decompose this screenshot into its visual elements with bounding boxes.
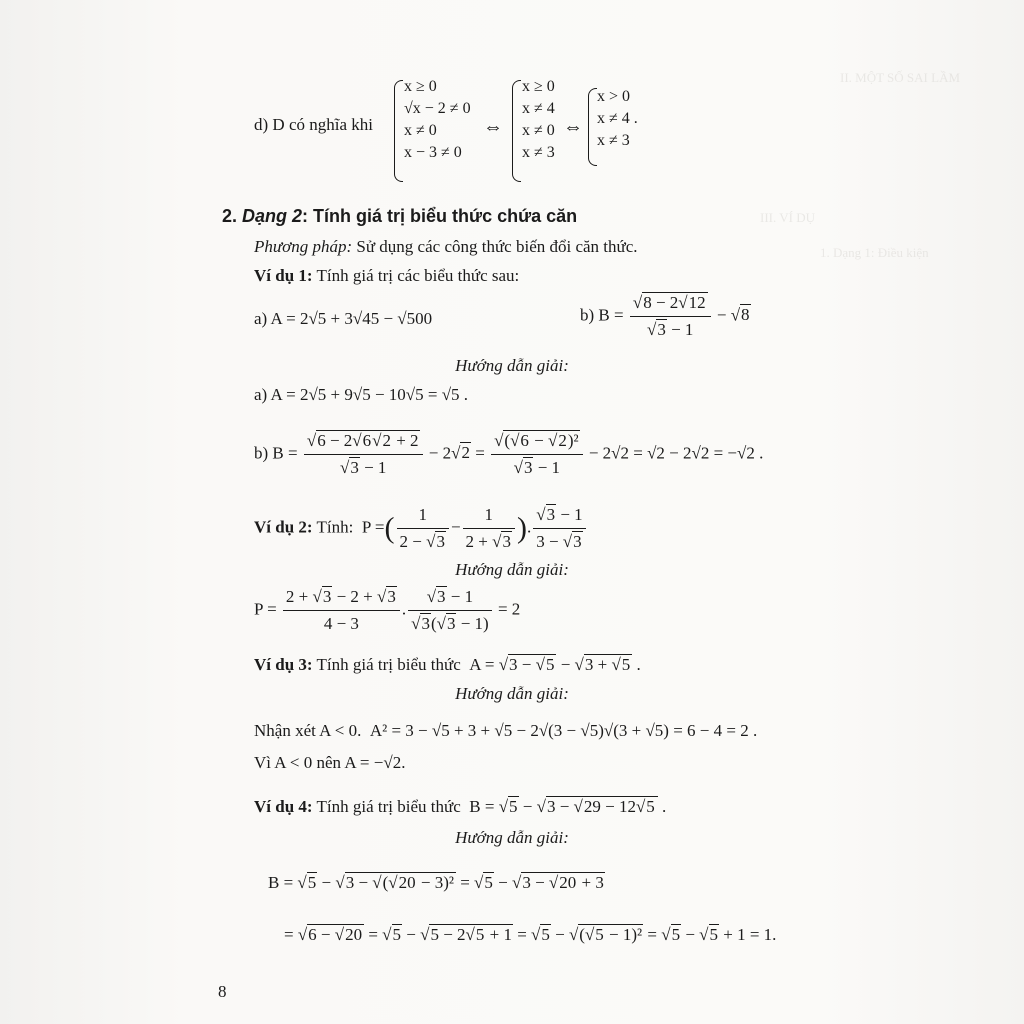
solution-1b-prefix: b) B = [254, 443, 298, 463]
example-text: Tính giá trị biểu thức [312, 655, 461, 674]
fraction: $\frac{1}{2 - √3}$ [397, 504, 449, 553]
guide-heading: Hướng dẫn giải: [455, 828, 569, 847]
method-text: Sử dụng các công thức biến đổi căn thức. [352, 237, 638, 256]
condition: x > 0 [597, 88, 631, 105]
fraction: $\frac{√8 - 2√12}{√3 - 1}$ [630, 292, 711, 341]
fraction: $\frac{√6 - 2√6√2 + 2}{√3 - 1}$ [304, 430, 423, 479]
left-brace [394, 80, 403, 182]
condition: x − 3 ≠ 0 [404, 144, 462, 161]
condition: x ≠ 4 . [597, 110, 638, 127]
example-2: Ví dụ 2: Tính: P =( $\frac{1}{2 - √3}$ − $\frac{1}{2 + √3}$ ). $\frac{√3 - 1}{3 - √3}$ [254, 504, 588, 553]
condition: x ≠ 0 [522, 122, 555, 139]
show-through-text: 1. Dạng 1: Điều kiện [820, 245, 929, 260]
solution-3-line-2: Vì A < 0 nên A = −√2. [254, 753, 406, 772]
condition-system-2 [522, 76, 555, 164]
section-heading [222, 206, 577, 227]
example-label: Ví dụ 3: [254, 655, 313, 674]
example-1b-prefix: b) B = [580, 305, 624, 325]
solution-3-line-1 [254, 720, 757, 742]
equivalence-arrow: ⇔ [483, 116, 503, 138]
show-through-text: II. MỘT SỐ SAI LẦM [840, 70, 961, 85]
solution-3-remark: Nhận xét A < 0. [254, 721, 362, 740]
method-line [254, 236, 638, 258]
section-number: 2. [222, 206, 238, 226]
fraction: $\frac{\text{√(√6 − √2)²}}{√3 - 1}$ [491, 430, 583, 479]
part-d-label: d) D có nghĩa khi [254, 115, 373, 134]
solution-1a: a) A = 2√5 + 9√5 − 10√5 = √5 . [254, 385, 469, 404]
solution-2-result: = 2 [497, 599, 521, 619]
condition: x ≥ 0 [522, 78, 555, 95]
fraction: $\frac{1}{2 + √3}$ [463, 504, 515, 553]
guide-heading: Hướng dẫn giải: [455, 684, 569, 703]
example-label: Ví dụ 1: [254, 266, 313, 285]
example-1-heading [254, 265, 519, 287]
method-label: Phương pháp: [254, 237, 353, 256]
condition: x ≠ 3 [522, 144, 555, 161]
left-brace [588, 88, 597, 166]
section-dang: Dạng 2 [242, 206, 303, 226]
example-label: Ví dụ 2: [254, 517, 313, 537]
solution-1b-end: − 2√2 = √2 − 2√2 = −√2 . [588, 443, 764, 463]
equivalence-arrow: ⇔ [563, 116, 583, 138]
fraction: $\frac{√3 - 1}{√3(√3 - 1)}$ [408, 586, 492, 635]
guide-heading: Hướng dẫn giải: [455, 356, 569, 375]
fraction: $\frac{2 + √3 - 2 + √3}{4 - 3}$ [283, 586, 400, 635]
example-1b: b) B = $\frac{√8 - 2√12}{√3 - 1}$ − √8 [580, 293, 750, 339]
condition-system-1 [404, 76, 471, 164]
example-text: Tính: [312, 517, 354, 537]
solution-2: P = $\frac{2 + √3 - 2 + √3}{4 - 3}$ . $\frac{√3 - 1}{√3(√3 - 1)}$ = 2 [254, 587, 521, 633]
fraction: $\frac{√3 - 1}{3 - √3}$ [533, 504, 585, 553]
solution-4-line-2: = √6 − √20 = √5 − √5 − 2√5 + 1 = √5 − √(√5 − 1)² = √5 − √5 + 1 = 1. [284, 925, 777, 944]
section-title: : Tính giá trị biểu thức chứa căn [302, 206, 578, 226]
condition: x ≠ 4 [522, 100, 555, 117]
condition: √x − 2 ≠ 0 [404, 100, 471, 117]
condition: x ≠ 3 [597, 132, 630, 149]
page-number: 8 [218, 982, 227, 1001]
example-4: Ví dụ 4: Tính giá trị biểu thức B = √5 − √3 − √29 − 12√5 . [254, 797, 667, 816]
guide-heading: Hướng dẫn giải: [455, 560, 569, 579]
condition-system-3 [597, 86, 638, 152]
example-text: Tính giá trị các biểu thức sau: [312, 266, 520, 285]
solution-3-equation: A² = 3 − √5 + 3 + √5 − 2√(3 − √5)√(3 + √5) = 6 − 4 = 2 . [369, 721, 758, 740]
left-brace [512, 80, 521, 182]
condition: x ≥ 0 [404, 78, 437, 95]
solution-4-line-1: B = √5 − √3 − √(√20 − 3)² = √5 − √3 − √20 + 3 [268, 873, 604, 892]
condition: x ≠ 0 [404, 122, 437, 139]
show-through-text: III. VÍ DỤ [760, 210, 815, 225]
example-3: Ví dụ 3: Tính giá trị biểu thức A = √3 − √5 − √3 + √5 . [254, 655, 641, 674]
example-label: Ví dụ 4: [254, 797, 313, 816]
solution-1b: b) B = $\frac{√6 - 2√6√2 + 2}{√3 - 1}$ − 2√2 = $\frac{\text{√(√6 − √2)²}}{√3 - 1}$ − 2√2 = √2 − 2√2 = −√2 . [254, 431, 764, 477]
example-text: Tính giá trị biểu thức [312, 797, 461, 816]
example-1a: a) A = 2√5 + 3√45 − √500 [254, 309, 433, 328]
